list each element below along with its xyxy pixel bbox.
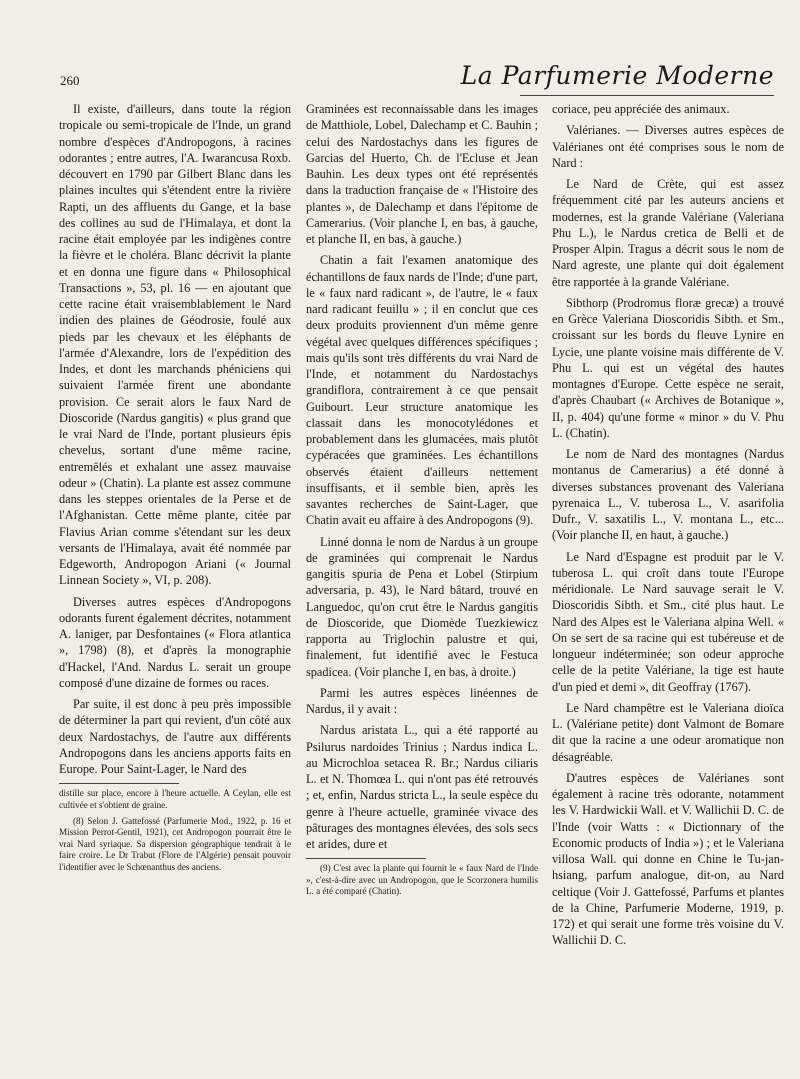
paragraph: Il existe, d'ailleurs, dans toute la région tropicale ou semi-tropicale de l'Inde, un grand nombre d'espèces d'Andropogons, à racines odorantes ; entre autres, l'A. Iwarancusa Roxb. découvert en 1790 par Gilbert Blanc dans les plaines incultes qui s'étendent entre la rivière Rapti, un des affluents du Gange, et la base des collines au sud de l'Himalaya, et dont la racine était employée par les indigènes contre la fièvre et le choléra. Blanc décrivit la plante et en donna une figure dans « Philosophical Transactions », 53, pl. 16 — en ajoutant que cette racine était vraisemblablement le Nard indien des plaines de Géodrosie, foulé aux pieds par les chevaux et les éléphants de l'armée d'Alexandre, lors de l'expédition des Indes, et dont les marchands phéniciens qui suivaient l'armée firent une abondante provision. Ce serait alors le faux Nard de Dioscoride (Nardus gangitis) « plus grand que le vrai Nard de l'Inde, portant plusieurs épis chevelus, sortant d'une même racine, entremêlés et exhalant une assez mauvaise odeur » (Chatin). La plante est assez commune dans les steppes orientales de la Perse et de l'Afghanistan. Cette même plante, citée par Flavius Arian comme s'étendant sur les deux versants de l'Himalaya, avait été nommée par Edgeworth, Andropogon Ariani (« Journal Linnean Society », VI, p. 208). — [59, 102, 291, 588]
footnote: (9) C'est avec la plante qui fournit le « faux Nard de l'Inde », c'est-à-dire avec un Andropogon, que le Scorzonera humilis L. a été comparé (Chatin). — [306, 863, 538, 897]
footnote: distille sur place, encore à l'heure actuelle. A Ceylan, elle est cultivée et s'obtient de graine. — [59, 788, 291, 810]
paragraph: Nardus aristata L., qui a été rapporté au Psilurus nardoides Trinius ; Nardus indica L. au Microchloa setacea R. Br.; Nardus ciliaris L. et N. Thomœa L. qui n'ont pas été retrouvés ; et, enfin, Nardus stricta L., la seule espèce du genre à l'heure actuelle, graminée vivace des pâturages des montagnes élevées, des sols secs et arides, dure et — [306, 723, 538, 851]
paragraph: coriace, peu appréciée des animaux. — [552, 102, 730, 116]
journal-title-rule — [520, 95, 774, 96]
paragraph: Parmi les autres espèces linéennes de Nardus, il y avait : — [306, 685, 538, 716]
paragraph: Le nom de Nard des montagnes (Nardus montanus de Camerarius) a été donné à diverses substances provenant des Valeriana pyrenaica L., V. tuberosa L., V. asarifolia Dufr., V. saxatilis L., V. montana L., etc... (Voir planche II, en haut, à gauche.) — [552, 447, 784, 543]
paragraph: Linné donna le nom de Nardus à un groupe de graminées qui comprenait le Nardus gangitis spuria de Pena et Lobel (Stirpium adversaria, p. 43), le Nard bâtard, trouvé en Languedoc, qu'on crut être le Nardus gangitis de Dioscoride, que Diomède Tuezkiewicz rapporta au Triglochin palustre et qui, finalement, fut identifié avec le Festuca spadicea. (Voir planche I, en bas, à droite.) — [306, 534, 538, 679]
column-2 — [306, 101, 538, 902]
footnote-rule — [306, 858, 426, 859]
paragraph: Le Nard de Crète, qui est assez fréquemment cité par les auteurs anciens et modernes, est la grande Valériane (Valeriana Phu L.), le Nardus cretica de Belli et de Prosper Alpin. Tragus a décrit sous le nom de Nard agreste, une plante qui doit également être rapportée à la grande Valériane. — [552, 177, 784, 289]
footnote: (8) Selon J. Gattefossé (Parfumerie Mod., 1922, p. 16 et Mission Perrot-Gentil, 1921), cet Andropogon pourrait être le vrai Nard syriaque. Sa dispersion géographique tendrait à le faire croire. Le Dr Trabut (Flore de l'Algérie) pensait pouvoir l'identifier avec le Schœnanthus des anciens. — [59, 816, 291, 872]
paragraph: Le Nard champêtre est le Valeriana dioïca L. (Valériane petite) dont Valmont de Bomare dit que la racine a une odeur aromatique non désagréable. — [552, 700, 784, 764]
paragraph: Chatin a fait l'examen anatomique des échantillons de faux nards de l'Inde; d'une part, le « faux nard radicant », de l'autre, le « faux nard radicant feuillu » ; il en conclut que ces deux produits proviennent d'un même genre végétal avec quelques différences spécifiques ; mais qu'ils sont très différents du vrai Nard de l'Inde, et notamment du Nardostachys grandiflora, contrairement à ce que pensait Guibourt. Leur structure anatomique les classait dans les monocotylédones et probablement dans les glumacées, mais plutôt cypéracées que graminées. Les échantillons observés étaient d'ailleurs nettement insuffisants, et il semble bien, après les savantes recherches de Saint-Lager, que Chatin avait eu affaire à des Andropogons (9). — [306, 253, 538, 528]
column-3 — [552, 101, 784, 954]
paragraph: D'autres espèces de Valérianes sont également à racine très odorante, notamment les V. Hardwickii Wall. et V. Wallichii D. C. de l'Inde (voir Watts : « Dictionnary of the Economic products of India ») ; et le Valeriana villosa Wall. qui donne en Chine le Tu-jan-hsiang, parfum analogue, dit-on, au Nard celtique (Voir J. Gattefossé, Parfums et plantes de la Chine, Parfumerie Moderne, 1919, p. 172) et qui serait une forme très voisine du V. Wallichii D. C. — [552, 770, 784, 948]
paragraph: Diverses autres espèces d'Andropogons odorants furent également décrites, notamment A. laniger, par Desfontaines (« Flora atlantica », 1798) (8), et d'après la monographie d'Hackel, l'And. Nardus L. serait un groupe composé d'une dizaine de formes ou races. — [59, 594, 291, 690]
page-number: 260 — [60, 73, 80, 88]
paragraph: Valérianes. — Diverses autres espèces de Valérianes ont été comprises sous le nom de Nard : — [552, 123, 784, 170]
paragraph: Le Nard d'Espagne est produit par le V. tuberosa L. qui croît dans toute l'Europe méridionale. Le Nard sauvage serait le V. Dioscoridis Sibth. et Sm., cité plus haut. Le Nard des Alpes est le Valeriana alpina Well. « On se sert de sa racine qui est tubéreuse et de longueur indéterminée; son odeur approche celle de la petite Valériane, la tige est haute d'un pied et demi », dit Geoffray (1767). — [552, 549, 784, 694]
paragraph: Sibthorp (Prodromus floræ grecæ) a trouvé en Grèce Valeriana Dioscoridis Sibth. et Sm., croissant sur les bords du fleuve Lynire en Lycie, une plante voisine mais différente de V. Phu L. qui est un végétal des hautes montagnes d'Europe. Cette espèce ne serait, d'après Chaubart (« Archives de Botanique », II, p. 404) qu'une forme « minor » du V. Phu L. (Chatin). — [552, 295, 784, 440]
footnote-rule — [59, 783, 179, 784]
column-1 — [59, 101, 291, 878]
paragraph: Par suite, il est donc à peu près impossible de déterminer la part qui revient, d'un côté aux deux Nardostachys, de l'autre aux différents Andropogons dans les anciens apports faits en Europe. Pour Saint-Lager, le Nard des — [59, 697, 291, 776]
journal-title: La Parfumerie Moderne — [460, 61, 774, 90]
paragraph: Graminées est reconnaissable dans les images de Matthiole, Lobel, Dalechamp et C. Bauhin ; celui des Nardostachys dans les figures de Garcias del Huerto, Ch. de l'Ecluse et Jean Bauhin. Les deux types ont été représentés dans la traduction française de « l'Histoire des plantes », de Dalechamp et dans l'épitome de Camerarius. (Voir planche I, en bas, à gauche, et planche II, en bas, à gauche.) — [306, 102, 538, 246]
